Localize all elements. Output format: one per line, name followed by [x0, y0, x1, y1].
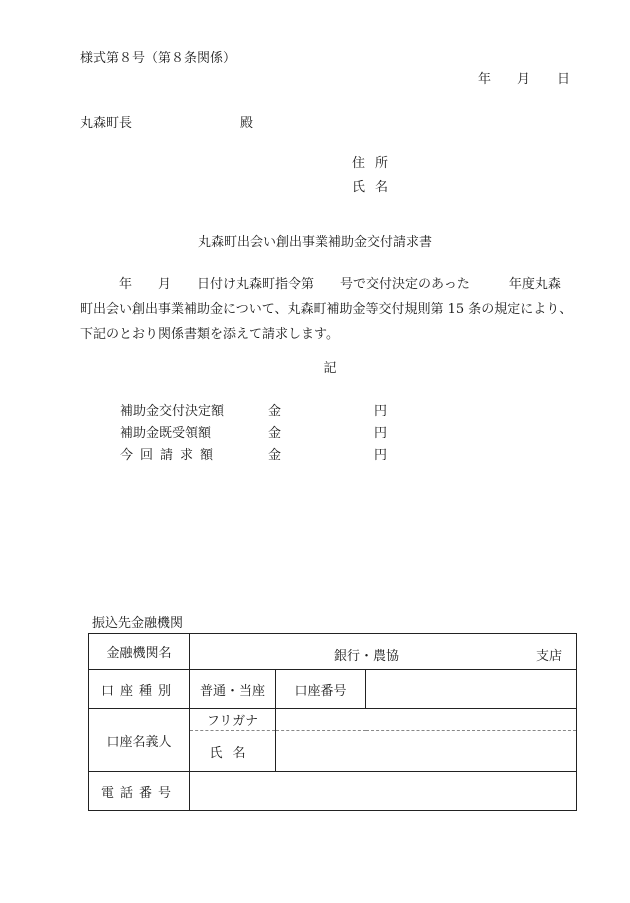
amount-yen-request: 円 [374, 448, 388, 463]
phone-field[interactable] [190, 772, 577, 811]
bank-caption: 振込先金融機関 [92, 616, 184, 631]
form-number: 様式第８号（第８条関係） [80, 51, 237, 66]
account-type-value[interactable]: 普通・当座 [190, 670, 276, 709]
addressee-name: 丸森町長 [80, 116, 133, 131]
branch-text: 支店 [536, 649, 563, 664]
account-number-field[interactable] [366, 670, 577, 709]
amount-label-decided: 補助金交付決定額 [120, 404, 225, 419]
body-line-2: 町出会い創出事業補助金について、丸森町補助金等交付規則第 15 条の規定により、 [80, 302, 573, 317]
addressee-honorific: 殿 [240, 116, 254, 131]
amount-label-request: 今回請求額 [120, 448, 221, 463]
amount-yen-decided: 円 [374, 404, 388, 419]
bank-union-text: 銀行・農協 [334, 649, 400, 664]
amount-label-received: 補助金既受領額 [120, 426, 212, 441]
body-line-3: 下記のとおり関係書類を添えて請求します。 [80, 327, 339, 342]
institution-field[interactable] [190, 634, 577, 670]
amount-kin-decided: 金 [268, 404, 282, 419]
furigana-field[interactable] [276, 709, 577, 731]
date-month-label: 月 [517, 72, 531, 87]
applicant-address-label: 住所 [352, 156, 399, 171]
account-type-label: 口座種別 [89, 670, 190, 709]
institution-label: 金融機関名 [89, 634, 190, 670]
applicant-name-label: 氏名 [352, 180, 399, 195]
document-title: 丸森町出会い創出事業補助金交付請求書 [197, 235, 432, 250]
furigana-label: フリガナ [190, 709, 276, 731]
amount-yen-received: 円 [374, 426, 388, 441]
body-line-1: 年 月 日付け丸森町指令第 号で交付決定のあった 年度丸森 [80, 277, 561, 292]
request-body [80, 272, 600, 347]
holder-name-field[interactable] [276, 731, 577, 772]
account-holder-label: 口座名義人 [89, 709, 190, 772]
date-day-label: 日 [557, 72, 571, 87]
account-number-label: 口座番号 [276, 670, 366, 709]
bank-table [88, 633, 577, 811]
date-year-label: 年 [478, 72, 492, 87]
holder-name-label: 氏名 [190, 731, 276, 772]
ki-heading: 記 [323, 361, 337, 376]
phone-label: 電話番号 [89, 772, 190, 811]
amount-kin-received: 金 [268, 426, 282, 441]
amount-kin-request: 金 [268, 448, 282, 463]
